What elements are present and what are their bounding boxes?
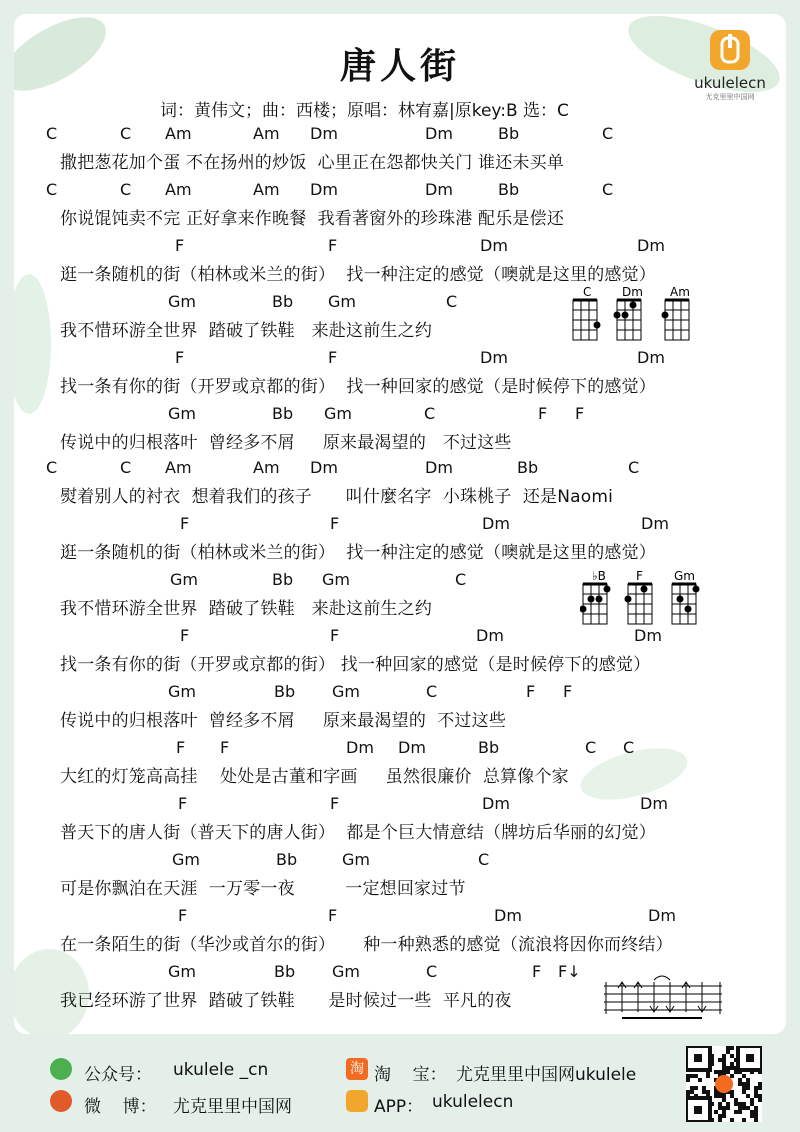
diagram-label-dm: Dm bbox=[622, 285, 643, 299]
lyric-line: 在一条陌生的街（华沙或首尔的街） 种一种熟悉的感觉（流浪将因你而终结） bbox=[60, 935, 673, 955]
chord-label: Bb bbox=[478, 738, 500, 757]
lyric-line: 传说中的归根落叶 曾经多不屑 原来最渴望的 不过这些 bbox=[60, 433, 512, 453]
chord-label: F bbox=[526, 682, 536, 701]
chord-label: Gm bbox=[168, 682, 196, 701]
chord-label: F bbox=[180, 626, 190, 645]
chord-label: F bbox=[328, 906, 338, 925]
brand-logo bbox=[690, 30, 770, 102]
chord-label: Am bbox=[253, 124, 280, 143]
chord-label: Bb bbox=[517, 458, 539, 477]
lyric-line: 我不惜环游全世界 踏破了铁鞋 来赴这前生之约 bbox=[60, 321, 433, 341]
app-icon bbox=[346, 1090, 368, 1112]
chord-label: F bbox=[175, 236, 185, 255]
song-title: 唐人街 bbox=[339, 46, 460, 87]
chord-label: C bbox=[426, 682, 438, 701]
chord-label: C bbox=[602, 124, 614, 143]
strum-pattern bbox=[604, 972, 724, 1028]
chord-label: F↓ bbox=[558, 962, 581, 981]
chord-label: Dm bbox=[640, 794, 668, 813]
lyric-line: 撒把葱花加个蛋 不在扬州的炒饭 心里正在怨都快关门 谁还未买单 bbox=[60, 153, 565, 173]
chord-label: F bbox=[178, 906, 188, 925]
qr-code[interactable] bbox=[686, 1046, 762, 1122]
chord-label: Gm bbox=[324, 404, 352, 423]
lyric-line: 逛一条随机的街（柏林或米兰的街） 找一种注定的感觉（噢就是这里的感觉） bbox=[60, 265, 657, 285]
chord-label: Gm bbox=[168, 962, 196, 981]
chord-label: C bbox=[455, 570, 467, 589]
chord-label: Gm bbox=[168, 404, 196, 423]
lyric-line: 熨着别人的衬衣 想着我们的孩子 叫什麼名字 小珠桃子 还是Naomi bbox=[60, 487, 614, 507]
chord-label: Gm bbox=[332, 962, 360, 981]
chord-label: Gm bbox=[332, 682, 360, 701]
weibo-value: 尤克里里中国网 bbox=[173, 1097, 292, 1117]
lyric-line: 逛一条随机的街（柏林或米兰的街） 找一种注定的感觉（噢就是这里的感觉） bbox=[60, 543, 657, 563]
chord-label: Gm bbox=[342, 850, 370, 869]
chord-label: F bbox=[575, 404, 585, 423]
diagram-label-c: C bbox=[583, 285, 592, 299]
chord-label: C bbox=[478, 850, 490, 869]
wechat-icon bbox=[50, 1058, 72, 1080]
lyric-line: 普天下的唐人街（普天下的唐人街） 都是个巨大情意结（牌坊后华丽的幻觉） bbox=[60, 823, 657, 843]
chord-label: F bbox=[175, 348, 185, 367]
chord-label: C bbox=[623, 738, 635, 757]
chord-label: F bbox=[330, 626, 340, 645]
strum-pattern-icon bbox=[604, 972, 724, 1024]
chord-label: Dm bbox=[482, 794, 510, 813]
chord-label: F bbox=[328, 348, 338, 367]
finger-dot bbox=[580, 606, 587, 613]
qr-code-icon bbox=[686, 1046, 762, 1122]
chord-label: F bbox=[532, 962, 542, 981]
ukulele-logo-icon bbox=[710, 30, 750, 70]
chord-label: Gm bbox=[172, 850, 200, 869]
diagram-label-f: F bbox=[636, 569, 643, 583]
app-value: ukulelecn bbox=[432, 1092, 514, 1112]
chord-label: Bb bbox=[274, 962, 296, 981]
weibo-label: 微 博： bbox=[84, 1097, 157, 1117]
wechat-label: 公众号： bbox=[84, 1065, 152, 1085]
chord-label: Dm bbox=[641, 514, 669, 533]
chord-label: Am bbox=[165, 458, 192, 477]
chord-label: Dm bbox=[480, 348, 508, 367]
lyric-line: 我不惜环游全世界 踏破了铁鞋 来赴这前生之约 bbox=[60, 599, 433, 619]
app-label: APP： bbox=[374, 1097, 424, 1117]
taobao-label: 淘 宝： bbox=[374, 1065, 447, 1085]
chord-label: Am bbox=[253, 180, 280, 199]
finger-dot bbox=[685, 606, 692, 613]
chord-label: F bbox=[220, 738, 230, 757]
chord-label: C bbox=[46, 124, 58, 143]
chord-label: Dm bbox=[425, 458, 453, 477]
chord-label: Gm bbox=[328, 292, 356, 311]
chord-label: Dm bbox=[310, 124, 338, 143]
lyric-line: 可是你飘泊在天涯 一万零一夜 一定想回家过节 bbox=[60, 879, 466, 899]
chord-label: C bbox=[120, 458, 132, 477]
chord-label: Dm bbox=[476, 626, 504, 645]
chord-label: C bbox=[424, 404, 436, 423]
diagram-label-gm: Gm bbox=[674, 569, 695, 583]
chord-label: Gm bbox=[168, 292, 196, 311]
lyric-line: 你说馄饨卖不完 正好拿来作晚餐 我看著窗外的珍珠港 配乐是偿还 bbox=[60, 209, 565, 229]
chord-label: Dm bbox=[398, 738, 426, 757]
chord-label: C bbox=[446, 292, 458, 311]
chord-label: Dm bbox=[634, 626, 662, 645]
logo-subtitle: 尤克里里中国网 bbox=[705, 93, 755, 101]
chord-label: Am bbox=[165, 124, 192, 143]
finger-dot bbox=[677, 596, 684, 603]
chord-diagram-group bbox=[580, 568, 710, 630]
finger-dot bbox=[614, 312, 621, 319]
chord-label: Dm bbox=[648, 906, 676, 925]
chord-label: F bbox=[178, 794, 188, 813]
finger-dot bbox=[625, 596, 632, 603]
chord-label: Bb bbox=[498, 180, 520, 199]
chord-label: F bbox=[330, 794, 340, 813]
finger-dot bbox=[622, 312, 629, 319]
chord-label: Dm bbox=[480, 236, 508, 255]
chord-label: F bbox=[538, 404, 548, 423]
lyric-line: 我已经环游了世界 踏破了铁鞋 是时候过一些 平凡的夜 bbox=[60, 991, 512, 1011]
lyric-line: 大红的灯笼高高挂 处处是古董和字画 虽然很廉价 总算像个家 bbox=[60, 767, 569, 787]
chord-label: Dm bbox=[637, 348, 665, 367]
finger-dot bbox=[604, 586, 611, 593]
lyric-line: 找一条有你的街（开罗或京都的街） 找一种回家的感觉（是时候停下的感觉） bbox=[60, 655, 651, 675]
taobao-icon: 淘 bbox=[346, 1058, 368, 1080]
finger-dot bbox=[641, 586, 648, 593]
logo-name: ukulelecn bbox=[694, 74, 766, 92]
chord-label: Dm bbox=[482, 514, 510, 533]
chord-label: Bb bbox=[272, 570, 294, 589]
chord-diagrams-top bbox=[570, 284, 700, 348]
weibo-icon bbox=[50, 1090, 72, 1112]
leaf-decoration-icon bbox=[14, 264, 64, 424]
chord-label: Bb bbox=[274, 682, 296, 701]
chord-label: Bb bbox=[498, 124, 520, 143]
wechat-value: ukulele _cn bbox=[173, 1060, 269, 1080]
diagram-label-bb: ♭B bbox=[592, 569, 606, 583]
chord-label: C bbox=[426, 962, 438, 981]
chord-label: C bbox=[602, 180, 614, 199]
finger-dot bbox=[588, 596, 595, 603]
lyric-line: 传说中的归根落叶 曾经多不屑 原来最渴望的 不过这些 bbox=[60, 711, 507, 731]
chord-label: F bbox=[330, 514, 340, 533]
chord-label: Bb bbox=[272, 404, 294, 423]
chord-label: C bbox=[46, 180, 58, 199]
finger-dot bbox=[693, 586, 700, 593]
song-credits: 词：黄伟文；曲：西楼；原唱：林宥嘉|原key:B 选：C bbox=[160, 101, 569, 121]
chord-label: C bbox=[585, 738, 597, 757]
diagram-label-am: Am bbox=[670, 285, 690, 299]
lyric-line: 找一条有你的街（开罗或京都的街） 找一种回家的感觉（是时候停下的感觉） bbox=[60, 377, 657, 397]
chord-label: C bbox=[120, 124, 132, 143]
chord-label: Dm bbox=[425, 180, 453, 199]
chord-label: F bbox=[328, 236, 338, 255]
chord-label: F bbox=[180, 514, 190, 533]
chord-label: C bbox=[46, 458, 58, 477]
chord-label: Bb bbox=[272, 292, 294, 311]
chord-label: Dm bbox=[310, 180, 338, 199]
chord-label: C bbox=[120, 180, 132, 199]
chord-label: Dm bbox=[494, 906, 522, 925]
footer bbox=[0, 1040, 800, 1132]
chord-label: F bbox=[563, 682, 573, 701]
finger-dot bbox=[596, 596, 603, 603]
chord-label: C bbox=[628, 458, 640, 477]
finger-dot bbox=[630, 302, 637, 309]
chord-label: Dm bbox=[310, 458, 338, 477]
chord-label: Dm bbox=[346, 738, 374, 757]
chord-label: Am bbox=[253, 458, 280, 477]
chord-label: Bb bbox=[276, 850, 298, 869]
chord-diagram-group bbox=[570, 284, 700, 344]
finger-dot bbox=[594, 322, 601, 329]
chord-label: Dm bbox=[637, 236, 665, 255]
chord-label: F bbox=[176, 738, 186, 757]
chord-label: Gm bbox=[322, 570, 350, 589]
chord-label: Am bbox=[165, 180, 192, 199]
chord-label: Dm bbox=[425, 124, 453, 143]
chord-diagrams-mid bbox=[580, 568, 710, 634]
finger-dot bbox=[662, 312, 669, 319]
chord-label: Gm bbox=[170, 570, 198, 589]
taobao-value: 尤克里里中国网ukulele bbox=[456, 1065, 637, 1085]
